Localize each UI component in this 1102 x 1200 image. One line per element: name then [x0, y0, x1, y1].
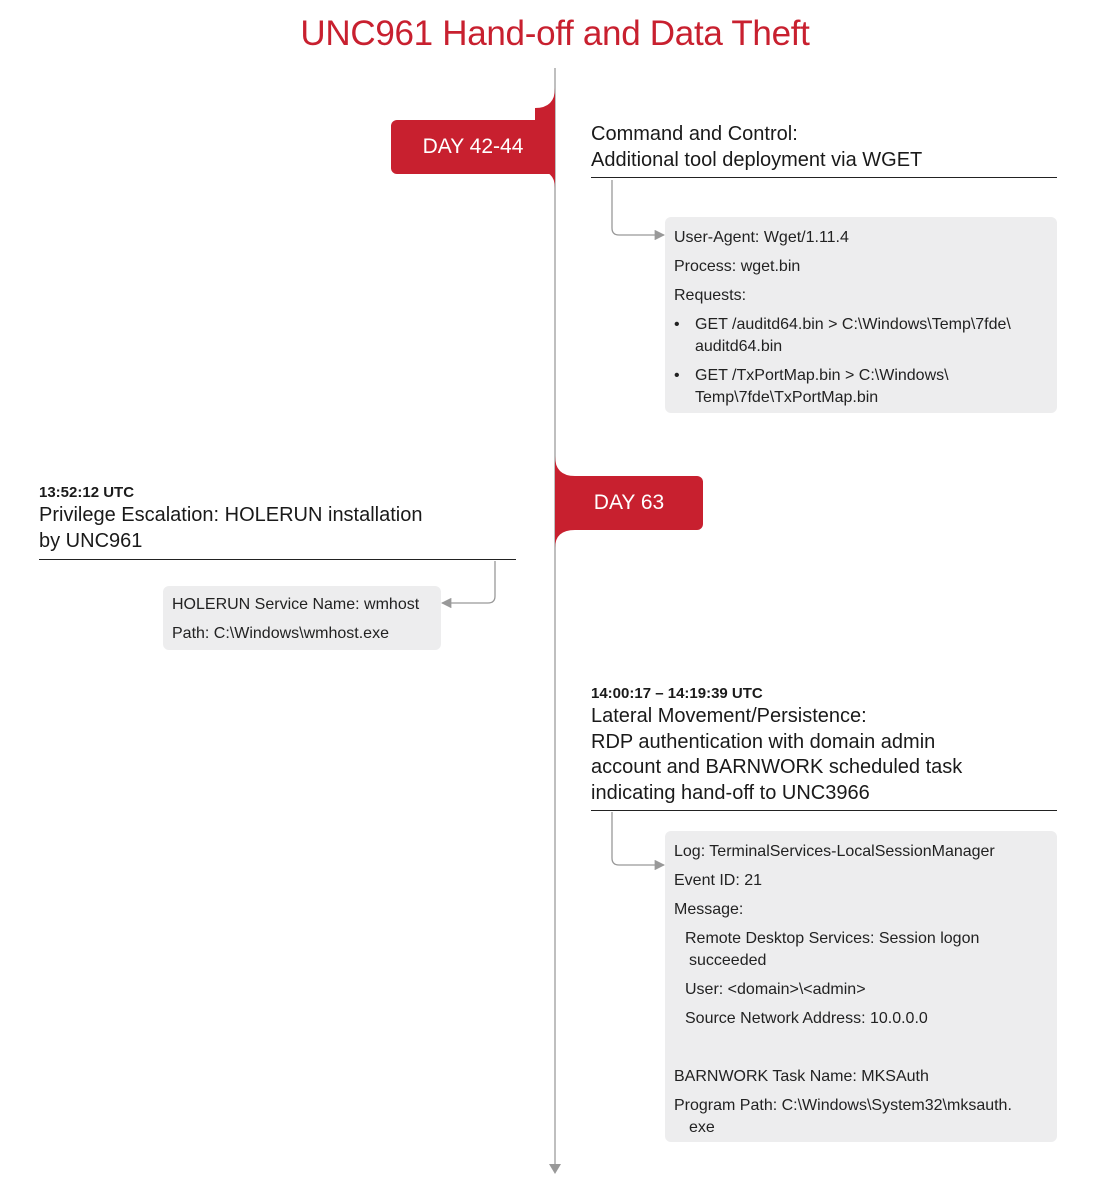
detail-line: Message:	[674, 901, 744, 918]
detail-line: auditd64.bin	[695, 338, 783, 355]
event-heading-line: Lateral Movement/Persistence:	[591, 705, 867, 727]
details-box-rdp	[665, 831, 1057, 1142]
event-heading-line: Command and Control:	[591, 123, 798, 145]
bullet-icon: •	[674, 367, 680, 384]
connector-wget	[612, 180, 664, 235]
timeline-arrow-icon	[549, 1164, 561, 1174]
detail-line: succeeded	[689, 952, 767, 969]
detail-line: BARNWORK Task Name: MKSAuth	[674, 1068, 929, 1085]
detail-line: Log: TerminalServices-LocalSessionManager	[674, 843, 995, 860]
detail-line: Temp\7fde\TxPortMap.bin	[695, 389, 879, 406]
detail-line: Path: C:\Windows\wmhost.exe	[172, 625, 389, 642]
event-heading-privesc	[39, 483, 509, 554]
connector-holerun	[442, 561, 495, 603]
event-rule	[39, 559, 516, 560]
detail-line: Requests:	[674, 287, 747, 304]
detail-line: Remote Desktop Services: Session logon	[685, 930, 980, 947]
event-rule	[591, 177, 1057, 178]
detail-line: Source Network Address: 10.0.0.0	[685, 1010, 928, 1027]
details-box-wget	[665, 217, 1057, 413]
event-heading-line: RDP authentication with domain admin	[591, 730, 936, 753]
detail-line: User-Agent: Wget/1.11.4	[674, 229, 849, 246]
day-badge-63: DAY 63	[555, 476, 703, 530]
detail-line: Process: wget.bin	[674, 258, 801, 275]
event-time: 13:52:12 UTC	[39, 484, 135, 501]
bullet-icon: •	[674, 316, 680, 333]
detail-line: Program Path: C:\Windows\System32\mksauth.	[674, 1097, 1012, 1114]
event-rule	[591, 810, 1057, 811]
detail-line: GET /auditd64.bin > C:\Windows\Temp\7fde\	[695, 316, 1011, 333]
detail-line: GET /TxPortMap.bin > C:\Windows\	[695, 367, 949, 384]
diagram-title: UNC961 Hand-off and Data Theft	[300, 14, 810, 53]
event-heading-line: account and BARNWORK scheduled task	[591, 756, 963, 778]
event-heading-lateral	[591, 684, 1061, 806]
event-heading-line: indicating hand-off to UNC3966	[591, 781, 870, 804]
detail-line: HOLERUN Service Name: wmhost	[172, 596, 420, 613]
connector-lateral	[612, 812, 664, 865]
event-heading-line: Additional tool deployment via WGET	[591, 148, 923, 171]
event-time: 14:00:17 – 14:19:39 UTC	[591, 685, 763, 702]
detail-line: User: <domain>\<admin>	[685, 981, 866, 998]
details-box-holerun	[163, 586, 441, 650]
event-heading-c2	[591, 122, 1061, 173]
detail-line: exe	[689, 1119, 715, 1136]
day-badge-42-44: DAY 42-44	[391, 120, 555, 174]
detail-line: Event ID: 21	[674, 872, 763, 889]
event-heading-line: Privilege Escalation: HOLERUN installation	[39, 504, 423, 526]
event-heading-line: by UNC961	[39, 529, 143, 552]
